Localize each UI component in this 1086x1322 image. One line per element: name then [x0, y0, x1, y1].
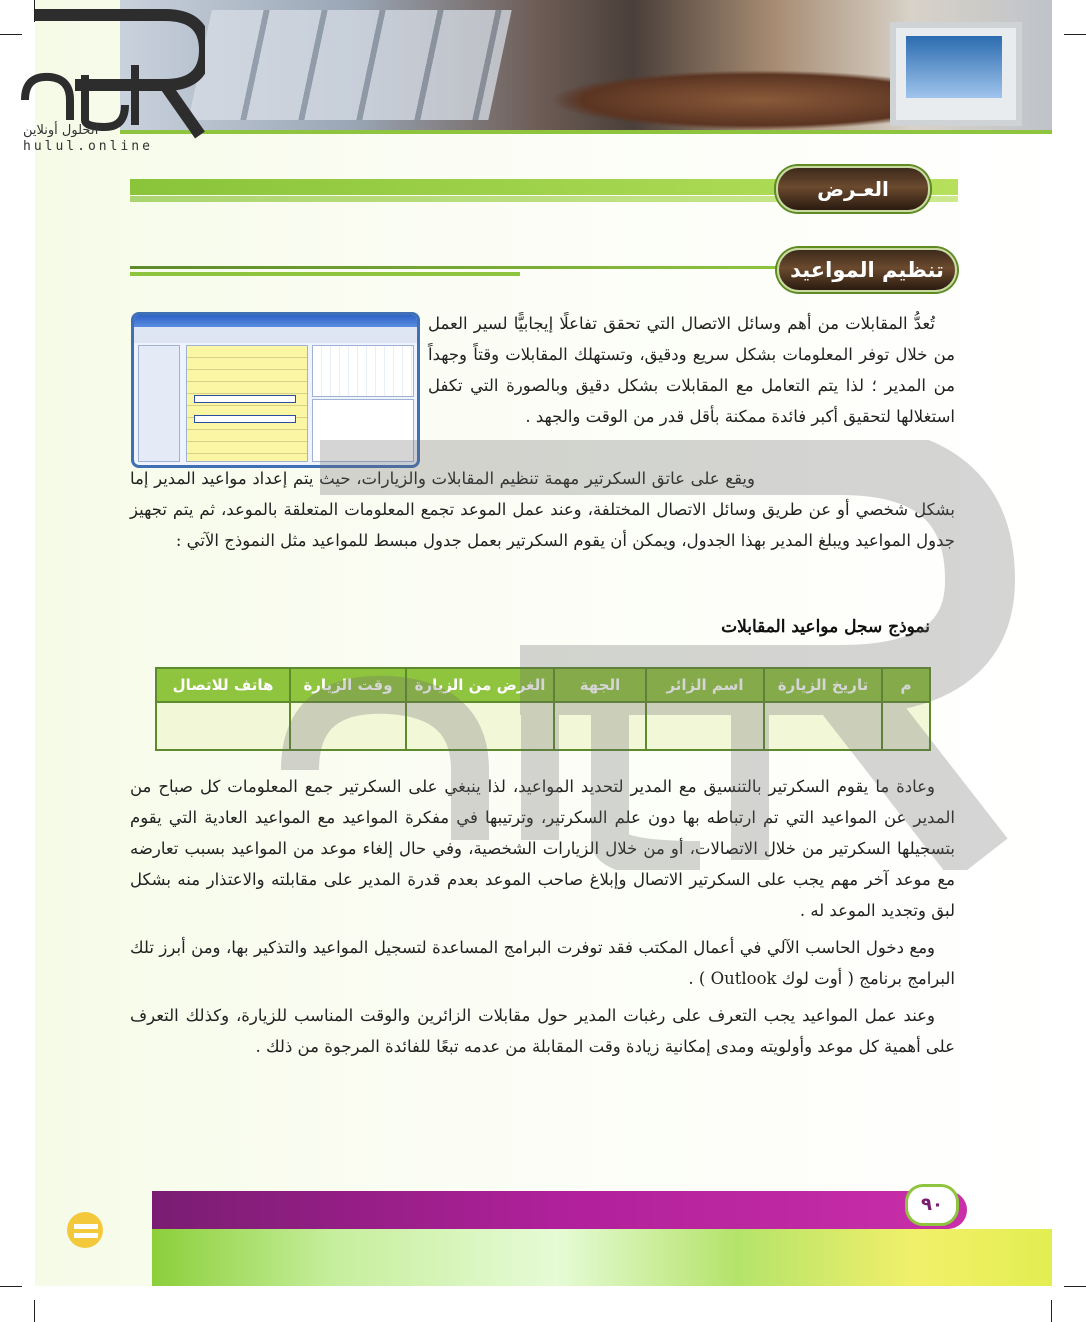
paragraph-3: وعادة ما يقوم السكرتير بالتنسيق مع المدير لتحديد المواعيد، لذا ينبغي على السكرتير جمع المعلومات كل صباح من المدير عن المواعيد التي تم ارتباطه بها دون علم السكرتير، وترتيبها في مفكرة المواعيد مع المواعيد العادية التي يقوم بتسجيلها السكرتير من خلال الاتصالات، أو من خلال الزيارات الشخصية، وفي حال إلغاء موعد من المواعيد بسبب تعارضه مع موعد آخر مهم يجب على السكرتير الاتصال وإبلاغ صاحب الموعد بعدم قدرة المدير على مقابلته والاعتذار منه بشكل لبق وتجديد الموعد له . [130, 777, 955, 920]
header-photo [120, 0, 1052, 133]
col-header-phone: هاتف للاتصال [156, 668, 290, 702]
table-cell [406, 702, 554, 750]
appointment-block [194, 395, 296, 403]
task-pad [312, 399, 414, 462]
small-logo-icon [60, 1200, 110, 1250]
paragraph-4: ومع دخول الحاسب الآلي في أعمال المكتب فقد توفرت البرامج المساعدة لتسجيل المواعيد والتذكير بها، ومن أبرز تلك البرامج برنامج ( أوت لوك Outlook ) . [130, 938, 955, 988]
table-cell [290, 702, 406, 750]
body-paragraphs [130, 771, 955, 1062]
scheduling-paragraph [130, 463, 955, 556]
crop-mark [1051, 1300, 1052, 1322]
paragraph-5: وعند عمل المواعيد يجب التعرف على رغبات المدير حول مقابلات الزائرين والوقت المناسب للزيارة، وكذلك التعرف على أهمية كل موعد وأولويته ومدى إمكانية زيادة وقت المقابلة من عدمه تبعًا للفائدة المرجوة من ذلك . [130, 1006, 955, 1056]
window-titlebar [134, 315, 417, 327]
header-underline [120, 130, 1052, 134]
topic-underline-accent [130, 272, 520, 276]
col-header-number: م [882, 668, 930, 702]
topic-underline [130, 266, 780, 269]
site-logo [15, 5, 205, 155]
table-cell [156, 702, 290, 750]
crop-mark [34, 1300, 35, 1322]
appointments-table [155, 667, 931, 751]
paragraph-2: ويقع على عاتق السكرتير مهمة تنظيم المقابلات والزيارات، حيث يتم إعداد مواعيد المدير إما بشكل شخصي أو عن طريق وسائل الاتصال المختلفة، وعند عمل الموعد تجمع المعلومات المتعلقة بالموعد، ثم يتم تجهيز جدول المواعيد ويبلغ المدير بهذا الجدول، ويمكن أن يقوم السكرتير بعمل جدول مبسط للمواعيد مثل النموذج الآتي : [130, 469, 955, 550]
crop-mark [0, 1286, 22, 1287]
intro-paragraph [428, 308, 955, 432]
logo-latin-text: hulul.online [23, 139, 153, 154]
mini-calendar [312, 345, 414, 397]
computer-monitor-image [890, 22, 1022, 126]
keyboard-image [188, 10, 511, 120]
col-header-visit-purpose: الغرض من الزيارة [406, 668, 554, 702]
col-header-organization: الجهة [554, 668, 646, 702]
footer-bar [152, 1191, 967, 1229]
col-header-visit-date: تاريخ الزيارة [764, 668, 882, 702]
footer-decoration [152, 1229, 1052, 1286]
page-number: ٩٠ [905, 1184, 959, 1226]
table-cell [764, 702, 882, 750]
col-header-visitor-name: اسم الزائر [646, 668, 764, 702]
window-menubar [134, 327, 417, 343]
table-cell [554, 702, 646, 750]
paragraph-1: تُعدُّ المقابلات من أهم وسائل الاتصال التي تحقق تفاعلًا إيجابيًّا لسير العمل من خلال توفر المعلومات بشكل سريع ودقيق، وتستهلك المقابلات وقتاً وجهداً من المدير ؛ لذا يتم التعامل مع المقابلات بشكل دقيق وبالصورة التي تكفل استغلالها لتحقيق أكبر فائدة ممكنة بأقل قدر من الوقت والجهد . [428, 314, 955, 426]
day-view [186, 345, 308, 462]
col-header-visit-time: وقت الزيارة [290, 668, 406, 702]
table-header-row [156, 668, 930, 702]
outlook-calendar-screenshot [131, 312, 420, 468]
crop-mark [1064, 34, 1086, 35]
table-caption: نموذج سجل مواعيد المقابلات [721, 617, 930, 637]
folder-pane [138, 345, 180, 462]
table-cell [882, 702, 930, 750]
table-cell [646, 702, 764, 750]
crop-mark [1064, 1286, 1086, 1287]
section-label: العـرض [776, 166, 930, 212]
appointment-block [194, 415, 296, 423]
table-row [156, 702, 930, 750]
logo-arabic-text: الحلول أونلاين [23, 123, 99, 138]
topic-title: تنظيم المواعيد [777, 248, 957, 292]
